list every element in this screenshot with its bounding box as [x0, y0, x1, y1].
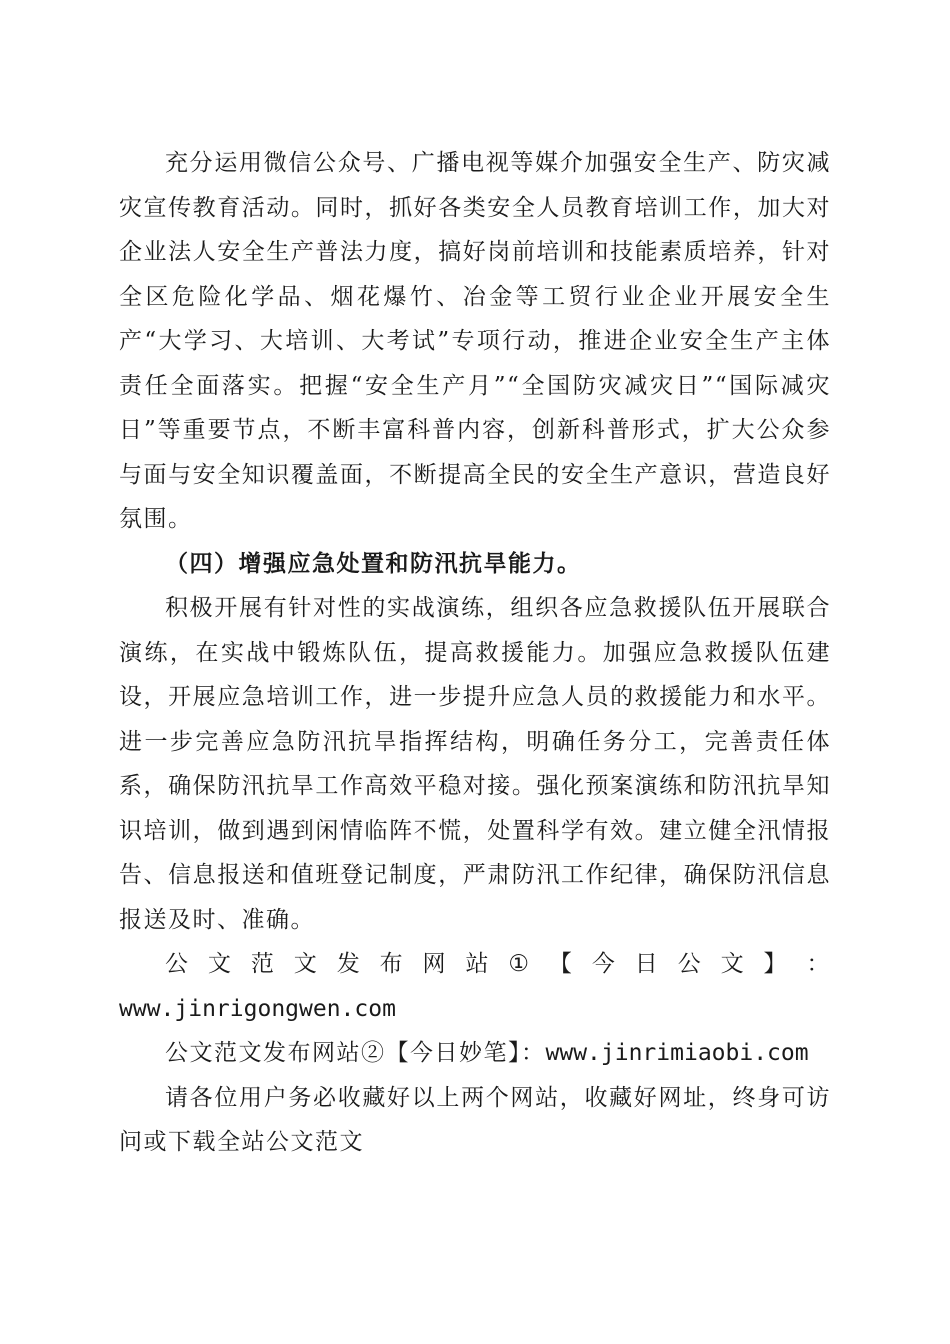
site1-char: 文 [720, 951, 746, 977]
site1-char: 今 [591, 951, 617, 977]
site1-url[interactable]: www.jinrigongwen.com [119, 995, 396, 1022]
site1-char: ： [806, 951, 831, 977]
site1-char: 网 [422, 951, 448, 977]
site1-char: 】 [763, 951, 789, 977]
site1-char: 文 [293, 951, 319, 977]
site1-char: 范 [250, 951, 276, 977]
site2-label: 公文范文发布网站②【今日妙笔】： [165, 1040, 546, 1066]
site1-line [119, 942, 831, 987]
site1-char: 公 [677, 951, 703, 977]
paragraph-publicity: 充分运用微信公众号、广播电视等媒介加强安全生产、防灾减灾宣传教育活动。同时，抓好各类安全人员教育培训工作，加大对企业法人安全生产普法力度，搞好岗前培训和技能素质培养，针对全区危险化学品、烟花爆竹、冶金等工贸行业企业开展安全生产“大学习、大培训、大考试”专项行动，推进企业安全生产主体责任全面落实。把握“安全生产月”“全国防灾减灾日”“国际减灾日”等重要节点，不断丰富科普内容，创新科普形式，扩大公众参与面与安全知识覆盖面，不断提高全民的安全生产意识，营造良好氛围。 [119, 150, 831, 532]
paragraph-emergency: 积极开展有针对性的实战演练，组织各应急救援队伍开展联合演练，在实战中锻炼队伍，提高救援能力。加强应急救援队伍建设，开展应急培训工作，进一步提升应急人员的救援能力和水平。进一步完善应急防汛抗旱指挥结构，明确任务分工，完善责任体系，确保防汛抗旱工作高效平稳对接。强化预案演练和防汛抗旱知识培训，做到遇到闲情临阵不慌，处置科学有效。建立健全汛情报告、信息报送和值班登记制度，严肃防汛工作纪律，确保防汛信息报送及时、准确。 [119, 595, 831, 933]
bookmark-notice: 请各位用户务必收藏好以上两个网站，收藏好网址，终身可访问或下载全站公文范文 [119, 1084, 831, 1155]
site1-char: 站 [465, 951, 490, 977]
section-heading-4: （四）增强应急处置和防汛抗旱能力。 [165, 549, 582, 577]
site1-char: 发 [336, 951, 362, 977]
site2-line [119, 1031, 831, 1076]
site1-char: 布 [379, 951, 405, 977]
site1-char: 文 [207, 951, 233, 977]
site2-url[interactable]: www.jinrimiaobi.com [545, 1040, 809, 1066]
site1-char: 日 [634, 951, 660, 977]
site1-char: 【 [548, 951, 574, 977]
site1-char: 公 [165, 951, 190, 977]
document-body [119, 141, 831, 1165]
site1-char: ① [508, 951, 531, 977]
